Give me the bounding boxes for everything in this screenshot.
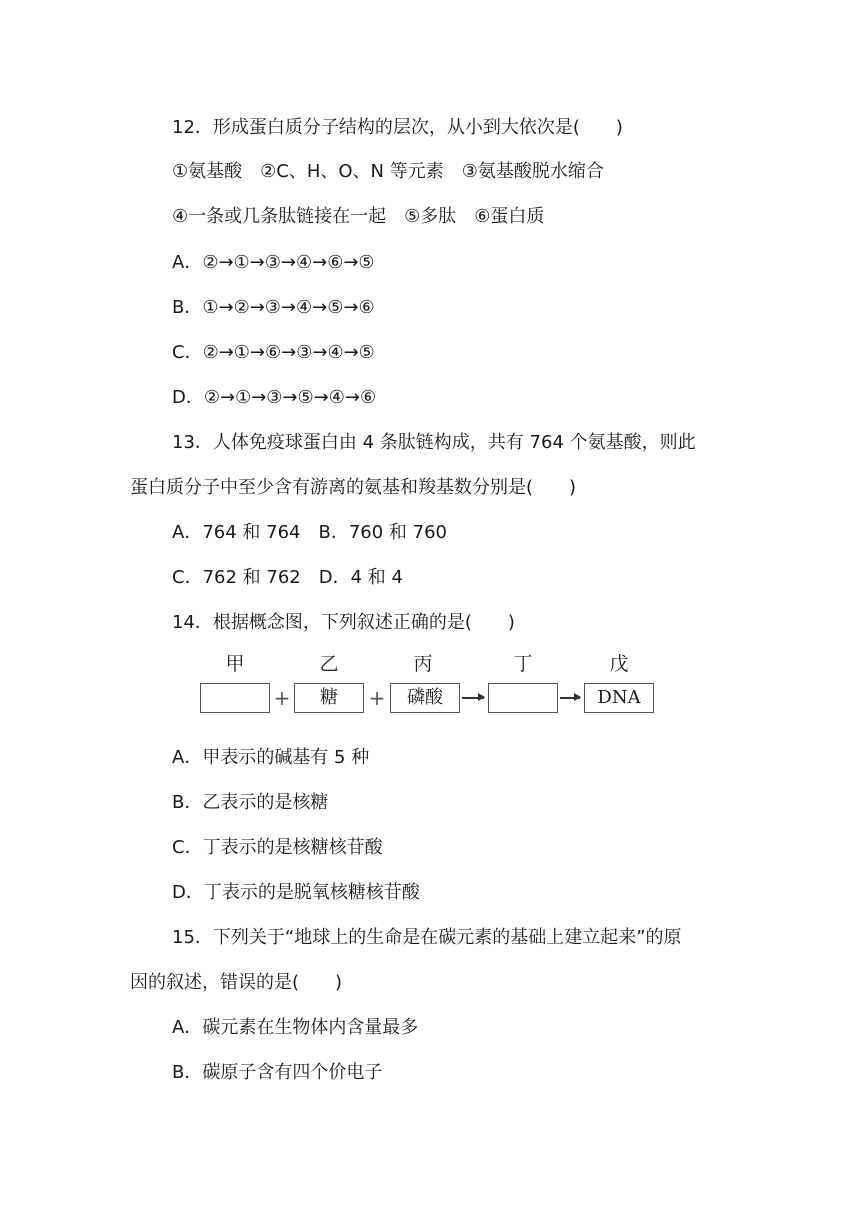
- q13-options-line2: C．762 和 762 D．4 和 4: [172, 567, 403, 588]
- q12-items-line1: ①氨基酸 ②C、H、O、N 等元素 ③氨基酸脱水缩合: [172, 161, 604, 182]
- diagram-plus-1: +: [273, 686, 291, 710]
- diagram-box-ding: [488, 683, 558, 713]
- diagram-arrow-1: [462, 697, 484, 699]
- concept-diagram: [196, 652, 666, 722]
- diagram-label-wu: 戊: [609, 653, 629, 675]
- q14-option-b: B．乙表示的是核糖: [172, 792, 329, 813]
- q14-stem: 14．根据概念图，下列叙述正确的是( ): [172, 612, 515, 633]
- diagram-label-ding: 丁: [513, 653, 533, 675]
- diagram-label-bing: 丙: [413, 653, 433, 675]
- q15-stem-line2: 因的叙述，错误的是( ): [130, 972, 343, 993]
- q14-option-c: C．丁表示的是核糖核苷酸: [172, 837, 383, 858]
- q13-options-line1: A．764 和 764 B．760 和 760: [172, 522, 447, 543]
- q12-option-d: D．②→①→③→⑤→④→⑥: [172, 387, 377, 408]
- diagram-box-wu: DNA: [584, 683, 654, 713]
- diagram-box-yi: 糖: [294, 683, 364, 713]
- q12-option-c: C．②→①→⑥→③→④→⑤: [172, 342, 375, 363]
- q12-option-a: A．②→①→③→④→⑥→⑤: [172, 252, 375, 273]
- q15-stem-line1: 15．下列关于“地球上的生命是在碳元素的基础上建立起来”的原: [172, 927, 682, 948]
- q12-option-b: B．①→②→③→④→⑤→⑥: [172, 297, 375, 318]
- diagram-arrow-2: [560, 697, 580, 699]
- diagram-plus-2: +: [368, 686, 386, 710]
- q14-option-a: A．甲表示的碱基有 5 种: [172, 747, 370, 768]
- diagram-box-jia: [200, 683, 270, 713]
- q12-items-line2: ④一条或几条肽链接在一起 ⑤多肽 ⑥蛋白质: [172, 206, 545, 227]
- q14-option-d: D．丁表示的是脱氧核糖核苷酸: [172, 882, 420, 903]
- diagram-box-bing: 磷酸: [390, 683, 460, 713]
- q12-stem: 12．形成蛋白质分子结构的层次，从小到大依次是( ): [172, 117, 623, 138]
- diagram-label-yi: 乙: [319, 653, 339, 675]
- q13-stem-line2: 蛋白质分子中至少含有游离的氨基和羧基数分别是( ): [130, 477, 577, 498]
- q15-option-b: B．碳原子含有四个价电子: [172, 1062, 383, 1083]
- diagram-label-jia: 甲: [225, 653, 245, 675]
- q13-stem-line1: 13．人体免疫球蛋白由 4 条肽链构成，共有 764 个氨基酸，则此: [172, 432, 696, 453]
- q15-option-a: A．碳元素在生物体内含量最多: [172, 1017, 419, 1038]
